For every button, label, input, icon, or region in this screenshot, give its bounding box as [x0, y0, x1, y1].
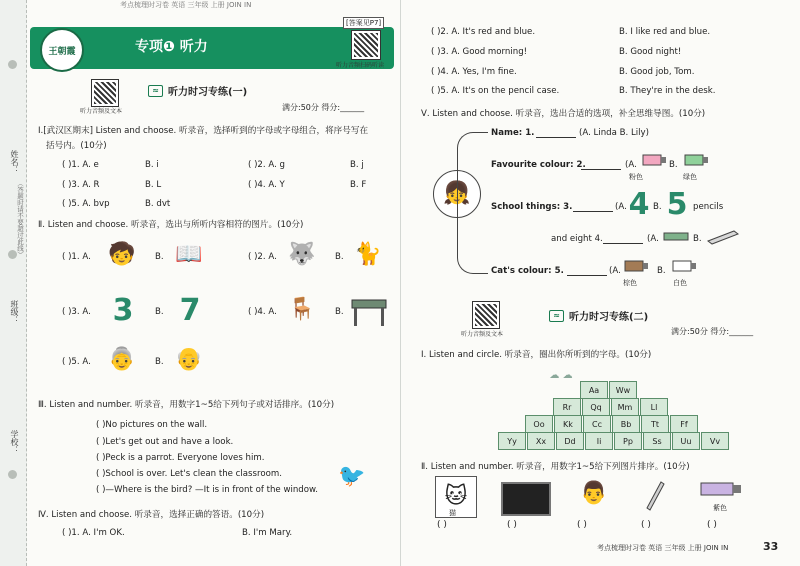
man-picture: 👨: [580, 481, 608, 506]
question-title: Ⅱ. Listen and choose. 听录音，选出与所听内容相符的图片。(10分): [38, 220, 304, 230]
order-paren[interactable]: ( ): [437, 520, 447, 530]
qr-caption: 听力音频及文本: [80, 108, 123, 115]
map-label: Cat's colour: 5.: [491, 266, 564, 276]
map-label: and eight 4.: [551, 234, 603, 244]
choice-item: ( )5. A. It's on the pencil case.: [431, 86, 560, 96]
cat-framed-picture: [435, 476, 477, 518]
letter-cell[interactable]: Ff: [670, 415, 698, 433]
choice-option: B.: [155, 307, 164, 317]
letter-cell[interactable]: Aa: [580, 381, 608, 399]
answer-blank[interactable]: [567, 267, 607, 276]
map-label: School things: 3.: [491, 202, 573, 212]
letter-cell[interactable]: Kk: [554, 415, 582, 433]
letter-cell[interactable]: Qq: [582, 398, 610, 416]
letter-cell[interactable]: Rr: [553, 398, 581, 416]
order-item: ( )School is over. Let's clean the classroom.: [96, 469, 282, 479]
choice-option: B. They're in the desk.: [619, 86, 716, 96]
question-title-cont: 括号内。(10分): [46, 141, 107, 151]
boy-reading-picture: 📖: [175, 242, 203, 267]
pen-icon: [639, 478, 669, 512]
choice-option: B. L: [145, 180, 162, 190]
order-item: ( )—Where is the bird? —It is in front of the window.: [96, 485, 318, 495]
answer-blank[interactable]: [581, 161, 621, 170]
question-title: Ⅲ. Listen and number. 听录音，用数字1~5给下列句子或对话排序。(10分): [38, 400, 335, 410]
mind-map-bracket: [457, 132, 488, 274]
letter-cell[interactable]: Dd: [556, 432, 584, 450]
map-label: Name: 1.: [491, 128, 535, 138]
boy-singing-picture: 🧒: [108, 242, 136, 267]
letter-cell[interactable]: Bb: [612, 415, 640, 433]
binding-hole: [8, 60, 17, 69]
running-header: 考点梳理时习卷 英语 三年级 上册 JOIN IN: [120, 1, 252, 9]
order-paren[interactable]: ( ): [641, 520, 651, 530]
choice-option: B. Good job, Tom.: [619, 67, 695, 77]
choice-option: B. F: [350, 180, 367, 190]
right-page: [401, 0, 800, 566]
choice-option: B.: [335, 252, 344, 262]
choice-item: ( )5. A.: [62, 357, 91, 367]
cat-picture: 🐈: [354, 242, 382, 267]
paint-tube-picture: [683, 150, 709, 170]
digit-four-picture: 4: [628, 186, 650, 222]
name-label: 姓名：: [10, 150, 19, 174]
choice-option: B.: [155, 357, 164, 367]
letter-cell[interactable]: Oo: [525, 415, 553, 433]
choice-option: B.: [335, 307, 344, 317]
picture-caption: 紫色: [713, 504, 727, 512]
choice-option: B.: [155, 252, 164, 262]
choice-option: B. j: [350, 160, 364, 170]
order-item: ( )Peck is a parrot. Everyone loves him.: [96, 453, 265, 463]
color-caption: 白色: [673, 279, 687, 287]
ruler-picture: [663, 228, 689, 246]
letter-cell[interactable]: Cc: [583, 415, 611, 433]
map-options: (A.: [647, 234, 659, 244]
paint-tube-icon: [623, 256, 649, 276]
binding-hole: [8, 470, 17, 479]
binding-strip: [0, 0, 27, 566]
choice-item: ( )2. A. g: [248, 160, 286, 170]
order-item: ( )Let's get out and have a look.: [96, 437, 234, 447]
choice-item: ( )3. A. R: [62, 180, 100, 190]
letter-cell[interactable]: Yy: [498, 432, 526, 450]
map-option-b: B.: [657, 266, 666, 276]
choice-option: B. I like red and blue.: [619, 27, 711, 37]
choice-item: ( )1. A. I'm OK.: [62, 528, 125, 538]
order-paren[interactable]: ( ): [707, 520, 717, 530]
choice-item: ( )3. A. Good morning!: [431, 47, 528, 57]
choice-option: B. Good night!: [619, 47, 682, 57]
map-tail: pencils: [693, 202, 724, 212]
choice-option: B. dvt: [145, 199, 171, 209]
paint-tube-picture: [671, 256, 697, 276]
choice-option: B. I'm Mary.: [242, 528, 293, 538]
qr-code[interactable]: [92, 80, 118, 106]
desk-icon: [350, 294, 388, 328]
paint-tube-icon: [699, 478, 743, 500]
letter-cell[interactable]: Ii: [585, 432, 613, 450]
grandmother-picture: 👵: [108, 347, 136, 372]
letter-cell[interactable]: Ss: [643, 432, 671, 450]
section-header: [549, 308, 648, 323]
pyramid-row: [553, 398, 668, 416]
section-title: 听力时习专练(一): [168, 87, 248, 98]
choice-option: B. i: [145, 160, 159, 170]
answer-blank[interactable]: [536, 129, 576, 138]
choice-item: ( )2. A. It's red and blue.: [431, 27, 536, 37]
pyramid-row: [525, 415, 698, 433]
paint-tube-picture: [699, 478, 743, 500]
choice-item: ( )4. A. Yes, I'm fine.: [431, 67, 517, 77]
map-option-b: B.: [653, 202, 662, 212]
cloud-decoration: ☁ ☁: [549, 369, 573, 381]
girl-picture: 👧: [443, 181, 471, 206]
choice-item: ( )1. A. e: [62, 160, 99, 170]
color-caption: 棕色: [623, 279, 637, 287]
class-label: 班级：: [10, 300, 19, 324]
section-title: 听力时习专练(二): [569, 312, 649, 323]
question-title: Ⅰ. Listen and circle. 听录音，圈出你所听到的字母。(10分): [421, 350, 652, 360]
order-item: ( )No pictures on the wall.: [96, 420, 208, 430]
letter-cell[interactable]: Xx: [527, 432, 555, 450]
map-option-b: B.: [669, 160, 678, 170]
desk-picture: [350, 294, 388, 328]
paint-tube-icon: [671, 256, 697, 276]
choice-item: ( )2. A.: [248, 252, 277, 262]
letter-cell[interactable]: Tt: [641, 415, 669, 433]
blackboard-picture: [501, 482, 551, 516]
pencil-icon: [706, 228, 740, 246]
answer-blank[interactable]: [573, 203, 613, 212]
choice-item: ( )4. A. Y: [248, 180, 285, 190]
letter-cell[interactable]: Mm: [611, 398, 639, 416]
page-footer: 考点梳理时习卷 英语 三年级 上册 JOIN IN: [597, 544, 729, 552]
digit-three-picture: 3: [112, 292, 134, 328]
question-title: Ⅴ. Listen and choose. 听录音，选出合适的选项，补全思维导图。(10分): [421, 109, 706, 119]
answer-blank[interactable]: [603, 235, 643, 244]
map-option-b: B.: [693, 234, 702, 244]
wave-icon: ≈: [549, 310, 564, 322]
map-options: (A.: [615, 202, 627, 212]
letter-cell[interactable]: Pp: [614, 432, 642, 450]
choice-item: ( )1. A.: [62, 252, 91, 262]
digit-five-picture: 5: [666, 186, 688, 222]
pyramid-row: [498, 432, 729, 450]
order-paren[interactable]: ( ): [507, 520, 517, 530]
paint-tube-icon: [683, 150, 709, 170]
letter-cell[interactable]: Uu: [672, 432, 700, 450]
choice-item: ( )4. A.: [248, 307, 277, 317]
score-line: 满分:50分 得分:______: [671, 327, 754, 336]
letter-cell[interactable]: Ww: [609, 381, 637, 399]
qr-code[interactable]: [473, 302, 499, 328]
map-options: (A. Linda B. Lily): [579, 128, 649, 138]
unit-title: 专项❶ 听力: [135, 39, 208, 55]
answer-reference: [答案见P7]: [343, 17, 384, 29]
cat-icon: 🐱: [444, 484, 468, 509]
wolf-picture: 🐺: [288, 242, 316, 267]
page-number: 33: [763, 540, 779, 553]
pen-picture: [639, 478, 669, 512]
grandfather-picture: 👴: [175, 347, 203, 372]
order-paren[interactable]: ( ): [577, 520, 587, 530]
bird-mascot-picture: 🐦: [338, 464, 366, 489]
brand-badge: 王朝霞: [40, 28, 84, 72]
binding-note: （答题时请不要超过此线）: [16, 180, 24, 258]
digit-seven-picture: 7: [179, 292, 201, 328]
ruler-icon: [663, 228, 689, 246]
question-title: Ⅱ. Listen and number. 听录音，用数字1~5给下列图片排序。(10分): [421, 462, 690, 472]
pyramid-row: [580, 381, 637, 399]
map-label: Favourite colour: 2.: [491, 160, 586, 170]
map-options: (A.: [609, 266, 621, 276]
qr-code[interactable]: [352, 31, 380, 59]
paint-tube-icon: [641, 150, 667, 170]
question-title: Ⅳ. Listen and choose. 听录音，选择正确的答语。(10分): [38, 510, 265, 520]
color-caption: 粉色: [629, 173, 643, 181]
color-caption: 绿色: [683, 173, 697, 181]
choice-item: ( )5. A. bvp: [62, 199, 110, 209]
school-label: 学校：: [10, 430, 19, 454]
letter-cell[interactable]: Vv: [701, 432, 729, 450]
letter-cell[interactable]: Ll: [640, 398, 668, 416]
qr-caption: 听力音频及文本: [461, 331, 504, 338]
paint-tube-picture: [641, 150, 667, 170]
qr-caption: 听力音频扫码听读: [336, 62, 385, 69]
picture-caption: 猫: [449, 509, 456, 517]
wave-icon: ≈: [148, 85, 163, 97]
choice-item: ( )3. A.: [62, 307, 91, 317]
question-title: Ⅰ.[武汉区期末] Listen and choose. 听录音，选择听到的字母或字母组合，将序号写在: [38, 126, 369, 136]
paint-tube-picture: [623, 256, 649, 276]
score-line: 满分:50分 得分:______: [282, 103, 365, 112]
chair-picture: 🪑: [288, 297, 316, 322]
section-header: [148, 83, 247, 98]
map-options: (A.: [625, 160, 637, 170]
pencil-picture: [706, 228, 740, 246]
